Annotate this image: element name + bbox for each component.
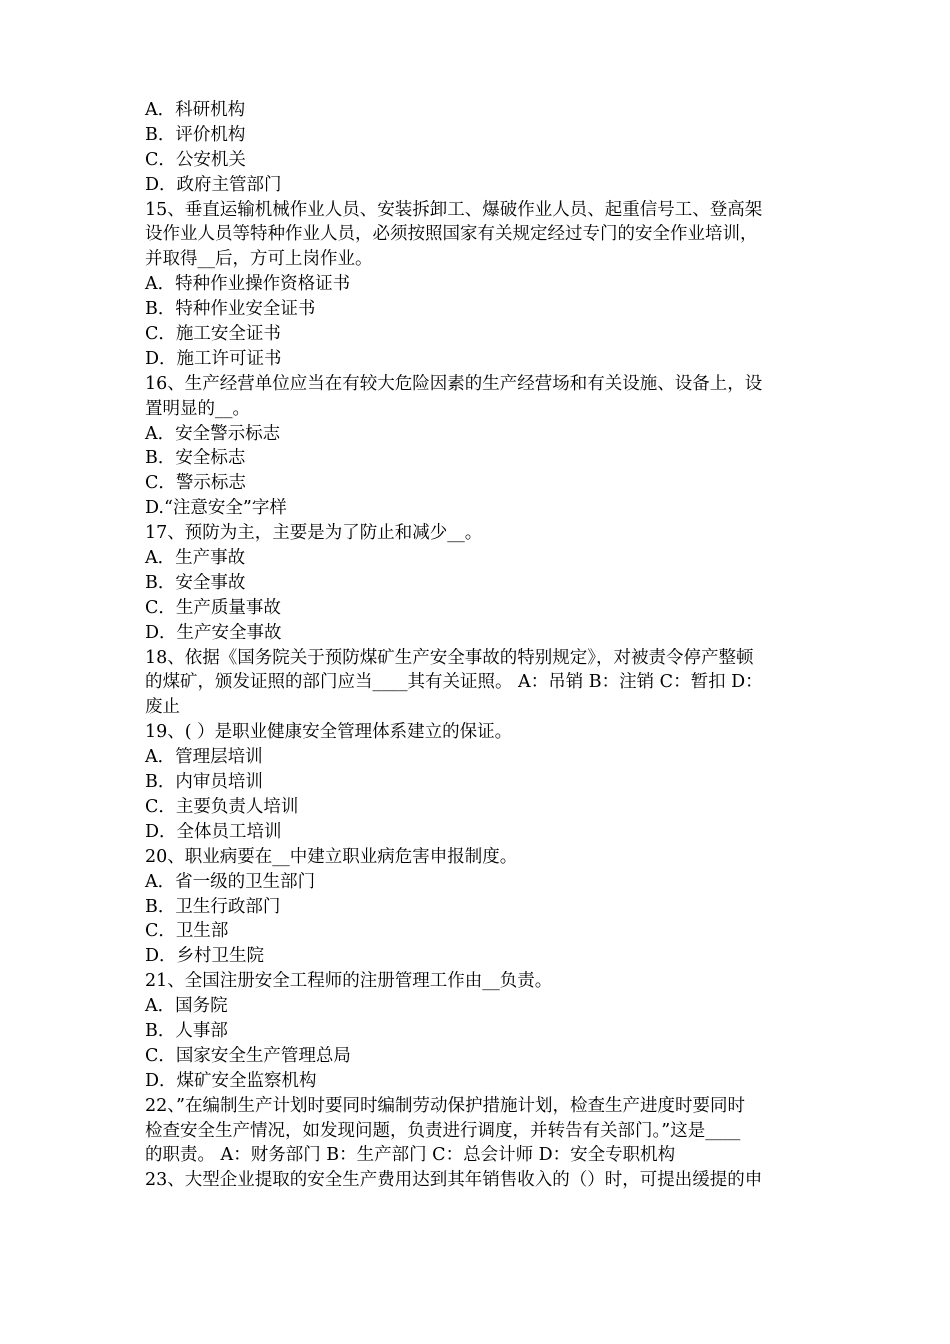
text-line: D．乡村卫生院 xyxy=(145,946,265,967)
text-line: B．内审员培训 xyxy=(145,772,263,793)
text-line: 18、依据《国务院关于预防煤矿生产安全事故的特别规定》，对被责令停产整顿 xyxy=(145,647,754,668)
text-line: 16、生产经营单位应当在有较大危险因素的生产经营场和有关设施、设备上，设 xyxy=(145,373,763,394)
text-line: D．煤矿安全监察机构 xyxy=(145,1070,317,1091)
text-line: D．生产安全事故 xyxy=(145,622,282,643)
text-line: D．政府主管部门 xyxy=(145,174,282,195)
text-line: A．管理层培训 xyxy=(145,747,263,768)
text-line: 废止 xyxy=(145,697,180,718)
text-line: C．国家安全生产管理总局 xyxy=(145,1045,351,1066)
text-line: B．安全标志 xyxy=(145,448,246,469)
text-line: 20、职业病要在__中建立职业病危害申报制度。 xyxy=(145,846,518,867)
text-line: D．全体员工培训 xyxy=(145,821,282,842)
text-line: B．评价机构 xyxy=(145,124,246,145)
text-line: A．生产事故 xyxy=(145,548,246,569)
text-line: 19、( ）是职业健康安全管理体系建立的保证。 xyxy=(145,722,513,743)
text-line: D.“注意安全”字样 xyxy=(145,498,287,519)
text-line: 21、全国注册安全工程师的注册管理工作由__负责。 xyxy=(145,971,553,992)
text-line: 17、预防为主，主要是为了防止和减少__。 xyxy=(145,523,483,544)
text-line: B．特种作业安全证书 xyxy=(145,299,316,320)
text-line: C．卫生部 xyxy=(145,921,229,942)
text-line: A．特种作业操作资格证书 xyxy=(145,274,351,295)
text-line: A．省一级的卫生部门 xyxy=(145,871,316,892)
text-line: B．人事部 xyxy=(145,1020,228,1041)
text-line: 15、垂直运输机械作业人员、安装拆卸工、爆破作业人员、起重信号工、登高架 xyxy=(145,199,763,220)
text-line: C．生产质量事故 xyxy=(145,597,281,618)
text-line: 设作业人员等特种作业人员，必须按照国家有关规定经过专门的安全作业培训， xyxy=(145,224,758,245)
text-line: C．公安机关 xyxy=(145,149,246,170)
text-line: 并取得__后，方可上岗作业。 xyxy=(145,249,373,270)
text-line: C．施工安全证书 xyxy=(145,324,281,345)
text-line: C．警示标志 xyxy=(145,473,246,494)
text-line: 22、”在编制生产计划时要同时编制劳动保护措施计划，检查生产进度时要同时 xyxy=(145,1095,745,1116)
text-line: B．卫生行政部门 xyxy=(145,896,281,917)
text-line: B．安全事故 xyxy=(145,572,246,593)
text-line: A．安全警示标志 xyxy=(145,423,281,444)
text-line: 置明显的__。 xyxy=(145,398,250,419)
text-line: A．国务院 xyxy=(145,996,228,1017)
text-line: D．施工许可证书 xyxy=(145,348,282,369)
document-body xyxy=(145,98,815,1193)
text-line: A．科研机构 xyxy=(145,100,246,120)
text-line: C．主要负责人培训 xyxy=(145,796,299,817)
text-line: 的煤矿，颁发证照的部门应当____其有关证照。 A：吊销 B：注销 C：暂扣 D： xyxy=(145,672,763,693)
text-line: 23、大型企业提取的安全生产费用达到其年销售收入的（）时，可提出缓提的申 xyxy=(145,1170,763,1191)
text-line: 检查安全生产情况，如发现问题，负责进行调度，并转告有关部门。”这是____ xyxy=(145,1120,741,1141)
text-line: 的职责。 A：财务部门 B：生产部门 C：总会计师 D：安全专职机构 xyxy=(145,1145,676,1166)
